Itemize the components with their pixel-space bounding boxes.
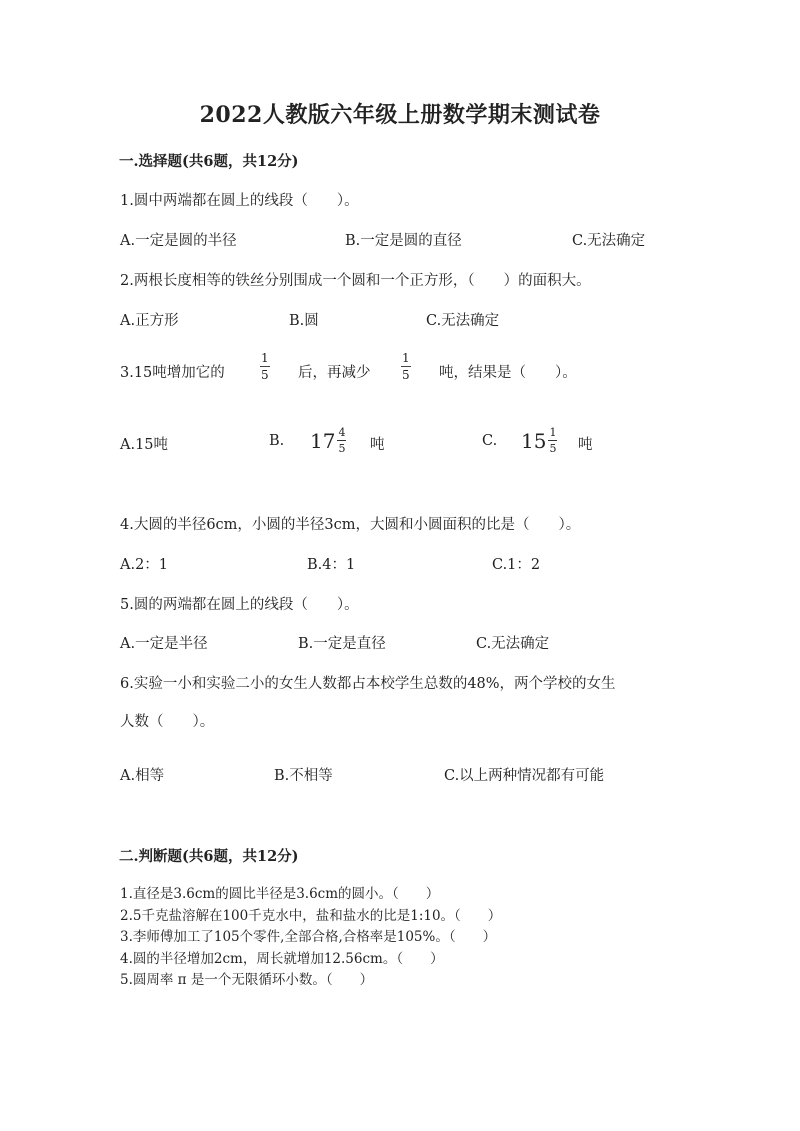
q3-option-c-label: C. xyxy=(482,433,498,449)
judge-item-4: 4.圆的半径增加2cm，周长就增加12.56cm。（ ） xyxy=(120,951,444,967)
question-6-line-2: 人数（ ）。 xyxy=(120,714,215,730)
q3-option-c-num: 1 xyxy=(549,426,557,439)
section-title-choice: 一.选择题(共6题，共12分) xyxy=(119,153,299,170)
q4-option-b: B.4：1 xyxy=(307,557,356,573)
q3-option-c-whole: 15 xyxy=(521,428,547,453)
q4-option-c: C.1：2 xyxy=(492,557,541,573)
q2-option-c: C.无法确定 xyxy=(426,313,500,329)
q3-option-a: A.15吨 xyxy=(120,437,169,453)
q1-option-a: A.一定是圆的半径 xyxy=(120,233,237,249)
q3-option-b-unit: 吨 xyxy=(370,437,385,453)
q6-option-b: B.不相等 xyxy=(274,768,333,784)
q3-option-b-mixed-number xyxy=(310,427,346,454)
q3-fraction-2-num: 1 xyxy=(402,351,410,365)
q5-option-a: A.一定是半径 xyxy=(120,636,208,652)
question-4: 4.大圆的半径6cm，小圆的半径3cm，大圆和小圆面积的比是（ ）。 xyxy=(120,517,581,533)
page-title: 2022人教版六年级上册数学期末测试卷 xyxy=(199,102,601,128)
q3-fraction-1 xyxy=(260,352,270,381)
q3-text-c: 吨，结果是（ ）。 xyxy=(439,365,577,381)
question-5: 5.圆的两端都在圆上的线段（ ）。 xyxy=(120,597,359,613)
q6-option-c: C.以上两种情况都有可能 xyxy=(444,768,605,784)
q3-fraction-2 xyxy=(401,352,411,381)
q3-option-c-mixed-number xyxy=(521,427,557,454)
question-6-line-1: 6.实验一小和实验二小的女生人数都占本校学生总数的48%，两个学校的女生 xyxy=(120,676,616,692)
q3-option-b-whole: 17 xyxy=(310,428,336,453)
q3-fraction-1-num: 1 xyxy=(261,351,269,365)
question-1: 1.圆中两端都在圆上的线段（ ）。 xyxy=(120,193,359,209)
q5-option-b: B.一定是直径 xyxy=(298,636,386,652)
section-title-judge: 二.判断题(共6题，共12分) xyxy=(119,848,299,865)
q4-option-a: A.2：1 xyxy=(120,557,169,573)
q6-option-a: A.相等 xyxy=(120,768,165,784)
q2-option-b: B.圆 xyxy=(289,313,319,329)
q3-option-c-unit: 吨 xyxy=(578,437,593,453)
judge-item-5: 5.圆周率 π 是一个无限循环小数。（ ） xyxy=(120,972,374,988)
q1-option-c: C.无法确定 xyxy=(572,233,646,249)
q3-option-c-den: 5 xyxy=(549,442,557,455)
q3-text-a: 3.15吨增加它的 xyxy=(120,365,225,381)
q3-option-b-label: B. xyxy=(269,433,285,449)
question-2: 2.两根长度相等的铁丝分别围成一个圆和一个正方形，（ ）的面积大。 xyxy=(120,273,591,289)
q3-option-b-num: 4 xyxy=(338,426,346,439)
q3-fraction-1-den: 5 xyxy=(261,368,269,382)
judge-item-2: 2.5千克盐溶解在100千克水中，盐和盐水的比是1:10。（ ） xyxy=(120,908,502,924)
q1-option-b: B.一定是圆的直径 xyxy=(345,233,462,249)
judge-item-1: 1.直径是3.6cm的圆比半径是3.6cm的圆小。（ ） xyxy=(120,886,440,902)
q5-option-c: C.无法确定 xyxy=(476,636,550,652)
q3-fraction-2-den: 5 xyxy=(402,368,410,382)
judge-item-3: 3.李师傅加工了105个零件,全部合格,合格率是105%。（ ） xyxy=(120,929,497,945)
q2-option-a: A.正方形 xyxy=(120,313,179,329)
q3-option-b-den: 5 xyxy=(338,442,346,455)
q3-text-b: 后，再减少 xyxy=(298,365,371,381)
